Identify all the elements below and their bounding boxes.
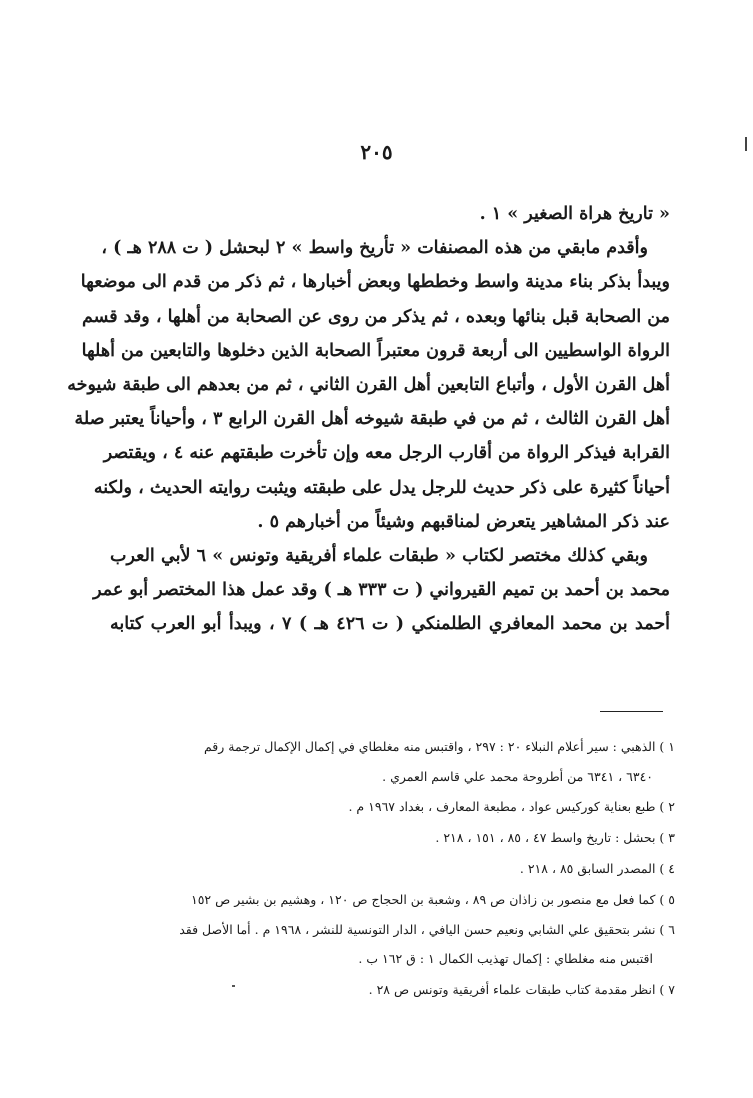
footnote: ٧ ) انظر مقدمة كتاب طبقات علماء أفريقية وتونس ص ٢٨ .: [368, 982, 675, 997]
footnote-separator: [600, 711, 663, 712]
body-line: أهل القرن الثالث ، ثم من في طبقة شيوخه أهل القرن الرابع ٣ ، وأحياناً يعتبر صلة: [74, 409, 670, 430]
page-number: ٢٠٥: [360, 140, 393, 164]
body-text: [67, 197, 670, 641]
body-line: ويبدأ بذكر بناء مدينة واسط وخططها وبعض أخبارها ، ثم ذكر من قدم الى موضعها: [80, 272, 670, 293]
footnote: ٢ ) طبع بعناية كوركيس عواد ، مطبعة المعارف ، بغداد ١٩٦٧ م .: [348, 799, 675, 814]
footnote: ٦ ) نشر بتحقيق علي الشابي ونعيم حسن اليافي ، الدار التونسية للنشر ، ١٩٦٨ م . أما الأصل فقد: [179, 922, 675, 937]
footnote-continuation: ٦٣٤٠ ، ٦٣٤١ من أطروحة محمد علي قاسم العمري .: [382, 769, 653, 784]
footnotes: [95, 729, 675, 998]
stray-mark: [232, 985, 235, 987]
footnote: ٥ ) كما فعل مع منصور بن زاذان ص ٨٩ ، وشعبة بن الحجاج ص ١٢٠ ، وهشيم بن بشير ص ١٥٢: [190, 892, 675, 907]
body-line: أحياناً كثيرة على ذكر حديث للرجل يدل على طبقته ويثبت روايته الحديث ، ولكنه: [93, 477, 670, 498]
footnote: ٣ ) بحشل : تاريخ واسط ٤٧ ، ٨٥ ، ١٥١ ، ٢١٨ .: [435, 830, 675, 845]
body-line: من الصحابة قبل بنائها وبعده ، ثم يذكر من روى عن الصحابة من أهلها ، وقد قسم: [82, 306, 670, 327]
body-line: أهل القرن الأول ، وأتباع التابعين أهل القرن الثاني ، ثم من بعدهم الى طبقة شيوخه: [67, 374, 670, 395]
body-line: وأقدم مابقي من هذه المصنفات « تأريخ واسط » ٢ لبحشل ( ت ٢٨٨ هـ ) ،: [101, 238, 648, 259]
footnote-continuation: اقتبس منه مغلطاي : إكمال تهذيب الكمال ١ : ق ١٦٢ ب .: [358, 951, 653, 966]
body-line: أحمد بن محمد المعافري الطلمنكي ( ت ٤٢٦ هـ ) ٧ ، ويبدأ أبو العرب كتابه: [110, 614, 670, 635]
body-line: عند ذكر المشاهير يتعرض لمناقبهم وشيئاً من أخبارهم ٥ .: [257, 511, 670, 532]
body-line: القرابة فيذكر الرواة من أقارب الرجل معه وإن تأخرت طبقتهم عنه ٤ ، ويقتصر: [103, 443, 670, 464]
body-line: الرواة الواسطيين الى أربعة قرون معتبراً الصحابة الذين دخلوها والتابعين من أهلها: [81, 340, 670, 361]
body-line: وبقي كذلك مختصر لكتاب « طبقات علماء أفريقية وتونس » ٦ لأبي العرب: [110, 545, 648, 566]
footnote: ٤ ) المصدر السابق ٨٥ ، ٢١٨ .: [519, 861, 675, 876]
footnote: ١ ) الذهبي : سير أعلام النبلاء ٢٠ : ٢٩٧ ، واقتبس منه مغلطاي في إكمال الإكمال ترجمة رقم: [203, 739, 675, 754]
body-line: محمد بن أحمد بن تميم القيرواني ( ت ٣٣٣ هـ ) وقد عمل هذا المختصر أبو عمر: [93, 580, 670, 601]
body-line: « تاريخ هراة الصغير » ١ .: [479, 204, 670, 224]
